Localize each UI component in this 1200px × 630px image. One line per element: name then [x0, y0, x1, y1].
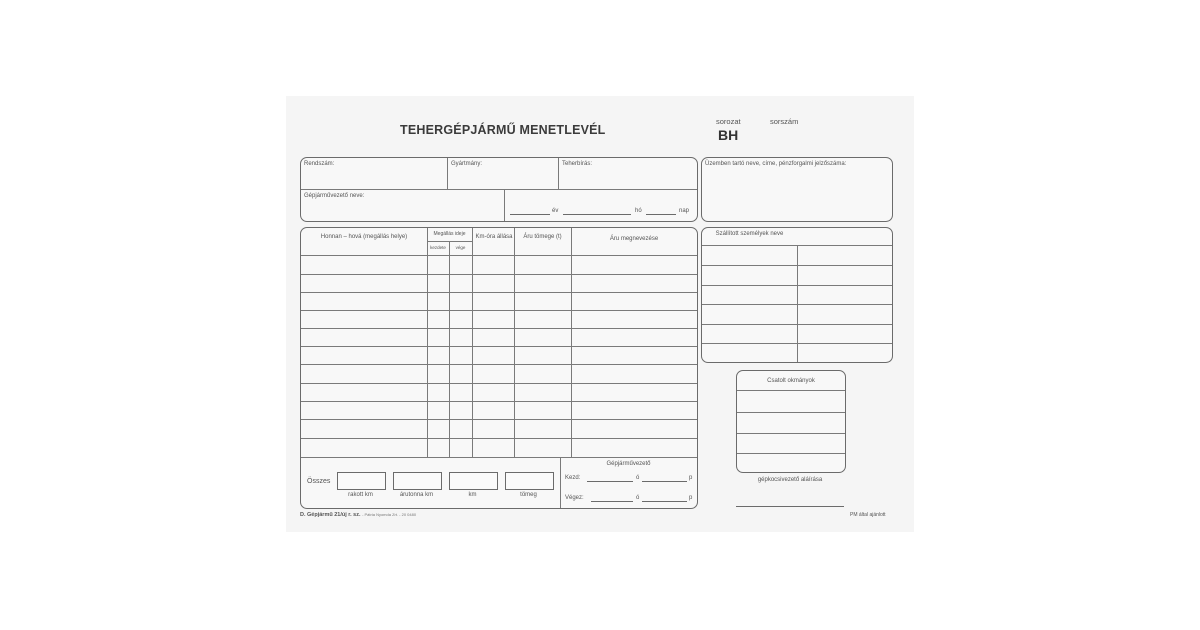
kezd-hour-line[interactable]: [587, 481, 633, 482]
waybill-form: [286, 96, 914, 532]
sorszam-label: sorszám: [770, 117, 799, 126]
footer-approved: PM által ajánlott: [850, 512, 886, 518]
vehicle-info-box: [300, 157, 698, 222]
operator-label: Üzemben tartó neve, címe, pénzforgalmi jelzőszáma:: [705, 161, 847, 167]
footer-printer: - Pátria Nyomda Zrt. - 20 0480: [362, 512, 417, 517]
weight-header: Áru tömege (t): [523, 234, 562, 240]
passengers-header: Szállított személyek neve: [715, 231, 784, 237]
kezd-min-line[interactable]: [642, 481, 687, 482]
stop-end-header: vége: [455, 245, 466, 250]
vegez-label: Végez:: [565, 495, 584, 501]
rendszam-field[interactable]: Rendszám:: [304, 161, 335, 167]
vegez-min-line[interactable]: [642, 501, 687, 502]
km-header: Km-óra állása: [475, 234, 513, 240]
footer-code-block: [300, 512, 416, 518]
route-header: Honnan – hová (megállás helye): [320, 234, 408, 240]
driver-time-header: Gépjárművezető: [606, 461, 651, 467]
series-code: BH: [718, 127, 739, 143]
year-line[interactable]: [510, 214, 550, 215]
kezd-p-label: p: [689, 475, 693, 481]
operator-box[interactable]: [701, 157, 893, 222]
attachments-header: Csatolt okmányok: [767, 378, 815, 384]
arutonna-km-box[interactable]: [393, 472, 442, 490]
arutonna-km-label: árutonna km: [399, 492, 434, 498]
trip-table: [300, 227, 698, 509]
form-title: TEHERGÉPJÁRMŰ MENETLEVÉL: [400, 123, 606, 137]
stop-start-header: kezdete: [430, 245, 446, 250]
day-line[interactable]: [646, 214, 676, 215]
driver-name-field[interactable]: Gépjárművezető neve:: [304, 193, 365, 199]
rakott-km-box[interactable]: [337, 472, 386, 490]
gyartmany-field[interactable]: Gyártmány:: [451, 161, 483, 167]
vegez-o-label: ó: [636, 495, 640, 501]
vegez-hour-line[interactable]: [591, 501, 633, 502]
signature-label: gépkocsivezető aláírása: [757, 477, 823, 483]
goods-header: Áru megnevezése: [609, 236, 659, 242]
tomeg-label: tömeg: [520, 492, 537, 498]
km-label: km: [468, 492, 477, 498]
km-box[interactable]: [449, 472, 498, 490]
osszes-label: Összes: [307, 478, 331, 485]
kezd-label: Kezd:: [565, 475, 581, 481]
signature-line[interactable]: [736, 506, 844, 507]
footer-code: D. Gépjármű 21/új r. sz.: [300, 512, 361, 518]
attachments-box: [736, 370, 846, 473]
ev-label: év: [552, 208, 559, 214]
passengers-box: [701, 227, 893, 363]
stop-time-header: Megállás ideje: [433, 231, 466, 237]
month-line[interactable]: [563, 214, 631, 215]
rakott-km-label: rakott km: [348, 492, 373, 498]
vegez-p-label: p: [689, 495, 693, 501]
kezd-o-label: ó: [636, 475, 640, 481]
nap-label: nap: [679, 208, 690, 214]
teherbiras-field[interactable]: Teherbírás:: [562, 161, 593, 167]
tomeg-box[interactable]: [505, 472, 554, 490]
sorozat-label: sorozat: [716, 117, 741, 126]
ho-label: hó: [635, 208, 642, 214]
